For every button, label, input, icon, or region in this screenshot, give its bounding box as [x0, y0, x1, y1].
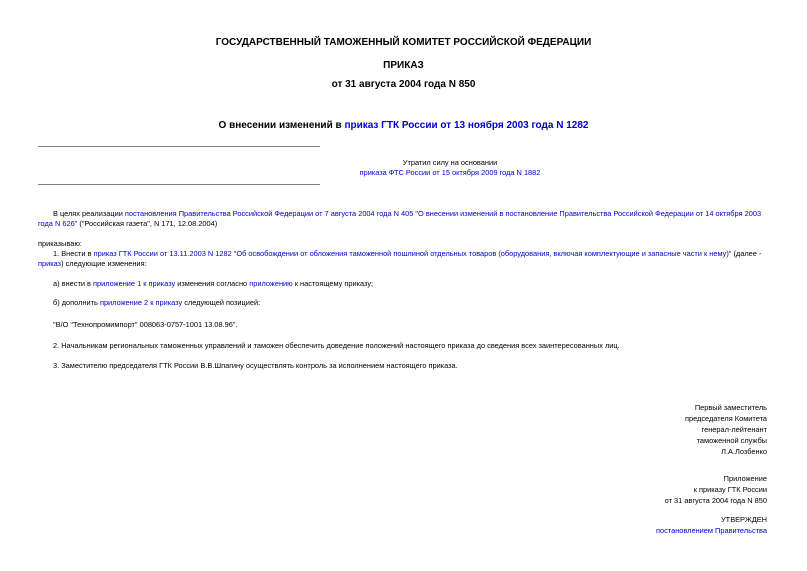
preamble-text-1: В целях реализации [53, 209, 125, 218]
preamble-paragraph [38, 209, 770, 229]
order-short-link[interactable]: приказ [38, 259, 62, 268]
appendix-title: Приложение [723, 474, 767, 483]
item-1-paragraph [38, 249, 770, 269]
repeal-order-link[interactable]: приказа ФТС России от 15 октября 2009 года N 1882 [359, 168, 541, 177]
new-position-text: "В/О "Технопромимпорт" 008063-0757-1001 13.08.96". [53, 320, 238, 329]
approved-label: УТВЕРЖДЕН [720, 515, 767, 524]
government-decree-link[interactable]: постановления Правительства Российской Федерации от 7 августа 2004 года N 405 "О внесении изменений в постановление Правительства Российской Федерации от 14 октября 2003 года N 626" [38, 209, 762, 228]
divider-bottom [38, 184, 320, 185]
signature-line-1: Первый заместитель [694, 403, 767, 412]
status-note-text: Утратил силу на основании [402, 158, 498, 167]
status-note-link-row [200, 168, 700, 177]
divider-top [38, 146, 320, 147]
item-1b-text-1: б) дополнить [53, 298, 100, 307]
item-1a-text-3: к настоящему приказу; [292, 279, 374, 288]
preamble-text-2: ("Российская газета", N 171, 12.08.2004) [77, 219, 218, 228]
signature-line-3: генерал-лейтенант [701, 425, 767, 434]
subject-text: О внесении изменений в [218, 120, 345, 131]
item-1b-paragraph [53, 298, 785, 308]
approved-block [656, 514, 767, 536]
order-word: приказываю: [38, 239, 82, 248]
item-1b-text-2: следующей позицией: [182, 298, 261, 307]
appendix-ref: к приказу ГТК России [693, 485, 767, 494]
item-3-paragraph: 3. Заместителю председателя ГТК России В.В.Шпагину осуществлять контроль за исполнением настоящего приказа. [53, 361, 458, 370]
appendix-date: от 31 августа 2004 года N 850 [664, 496, 767, 505]
item-1-text-1: 1. Внести в [53, 249, 94, 258]
item-1-text-2: (далее - [731, 249, 762, 258]
document-date-number: от 31 августа 2004 года N 850 [331, 79, 476, 90]
appendix-block [665, 473, 767, 506]
item-1a-text-2: изменения согласно [175, 279, 250, 288]
appendix-link[interactable]: приложению [249, 279, 293, 288]
signature-line-4: таможенной службы [696, 436, 767, 445]
appendix-1-link[interactable]: приложение 1 к приказу [93, 279, 176, 288]
order-1282-link[interactable]: приказ ГТК России от 13.11.2003 N 1282 "Об освобождении от обложения таможенной пошлиной отдельных товаров (оборудования, включая комплектующие и запасные части к нему)" [93, 249, 732, 258]
signature-line-2: председателя Комитета [684, 414, 767, 423]
item-1a-paragraph [53, 279, 785, 289]
item-2-paragraph: 2. Начальникам региональных таможенных управлений и таможен обеспечить доведение положений настоящего приказа до сведения всех заинтересованных лиц. [53, 341, 620, 350]
document-subject [0, 120, 807, 131]
committee-title: ГОСУДАРСТВЕННЫЙ ТАМОЖЕННЫЙ КОМИТЕТ РОССИЙСКОЙ ФЕДЕРАЦИИ [215, 37, 592, 48]
government-decree-approved-link[interactable]: постановлением Правительства [656, 526, 767, 535]
signature-name: Л.А.Лозбенко [721, 447, 767, 456]
appendix-2-link[interactable]: приложение 2 к приказу [99, 298, 183, 307]
amended-order-link[interactable]: приказ ГТК России от 13 ноября 2003 года N 1282 [344, 120, 589, 131]
signature-block [685, 402, 767, 457]
item-1-text-3: ) следующие изменения: [61, 259, 147, 268]
document-type: ПРИКАЗ [383, 60, 424, 71]
item-1a-text-1: а) внести в [53, 279, 93, 288]
